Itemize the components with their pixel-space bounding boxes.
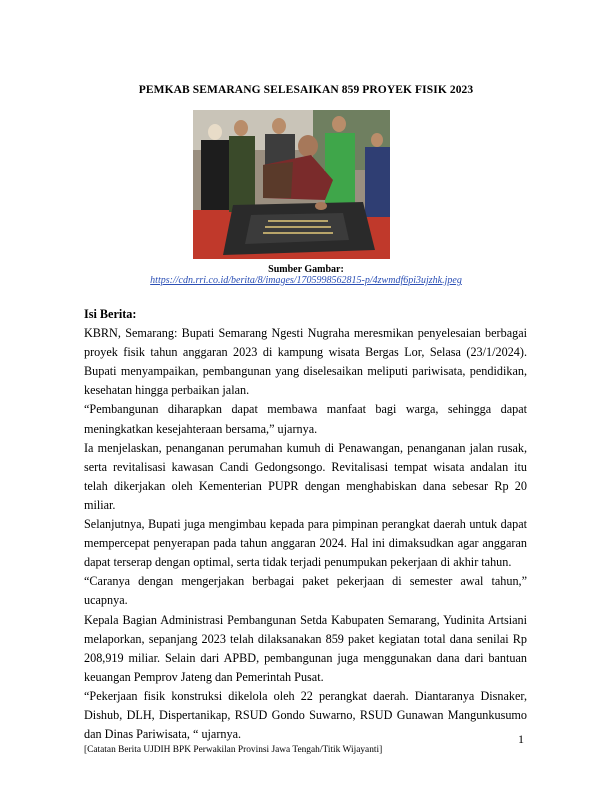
image-caption	[0, 264, 612, 286]
paragraph: KBRN, Semarang: Bupati Semarang Ngesti Nugraha meresmikan penyelesaian berbagai proyek fisik tahun anggaran 2023 di kampung wisata Bergas Lor, Selasa (23/1/2024). Bupati menyampaikan, pembangunan yang diselesaikan meliputi pariwisata, pendidikan, kesehatan hingga perbaikan jalan.	[84, 326, 527, 398]
paragraph: “Caranya dengan mengerjakan berbagai paket pekerjaan di semester awal tahun,” ucapnya.	[84, 574, 527, 608]
caption-source-link[interactable]: https://cdn.rri.co.id/berita/8/images/1705998562815-p/4zwmdf6pi3ujzhk.jpeg	[150, 275, 462, 286]
article-body	[84, 305, 527, 744]
paragraph: Selanjutnya, Bupati juga mengimbau kepada para pimpinan perangkat daerah untuk dapat mempercepat penyerapan pada tahun anggaran 2024. Hal ini dimaksudkan agar anggaran dapat terserap dengan optimal, serta tidak terjadi penumpukan pekerjaan di akhir tahun.	[84, 517, 527, 570]
section-label: Isi Berita:	[84, 307, 137, 321]
paragraph: Kepala Bagian Administrasi Pembangunan Setda Kabupaten Semarang, Yudinita Artsiani melaporkan, sepanjang 2023 telah dilaksanakan 859 paket kegiatan total dana senilai Rp 208,919 miliar. Selain dari APBD, pembangunan juga menggunakan dana dari bantuan keuangan Pemprov Jateng dan Pemerintah Pusat.	[84, 612, 527, 684]
page-number: 1	[518, 732, 524, 746]
caption-label: Sumber Gambar:	[268, 264, 344, 275]
paragraph: “Pembangunan diharapkan dapat membawa manfaat bagi warga, sehingga dapat meningkatkan kesejahteraan bersama,” ujarnya.	[84, 402, 527, 436]
document-title: PEMKAB SEMARANG SELESAIKAN 859 PROYEK FISIK 2023	[138, 84, 474, 96]
footer-note: [Catatan Berita UJDIH BPK Perwakilan Provinsi Jawa Tengah/Titik Wijayanti]	[84, 745, 383, 755]
news-photo	[193, 110, 390, 259]
paragraph: Ia menjelaskan, penanganan perumahan kumuh di Penawangan, penanganan jalan rusak, serta revitalisasi kawasan Candi Gedongsongo. Revitalisasi tempat wisata andalan itu telah dikerjakan oleh Kementerian PUPR dengan menghabiskan dana sebesar Rp 20 miliar.	[84, 440, 527, 512]
paragraph: “Pekerjaan fisik konstruksi dikelola oleh 22 perangkat daerah. Diantaranya Disnaker, Dishub, DLH, Dispertanikap, RSUD Gondo Suwarno, RSUD Gunawan Mangunkusumo dan Dinas Pariwisata, “ ujarnya.	[84, 688, 527, 742]
